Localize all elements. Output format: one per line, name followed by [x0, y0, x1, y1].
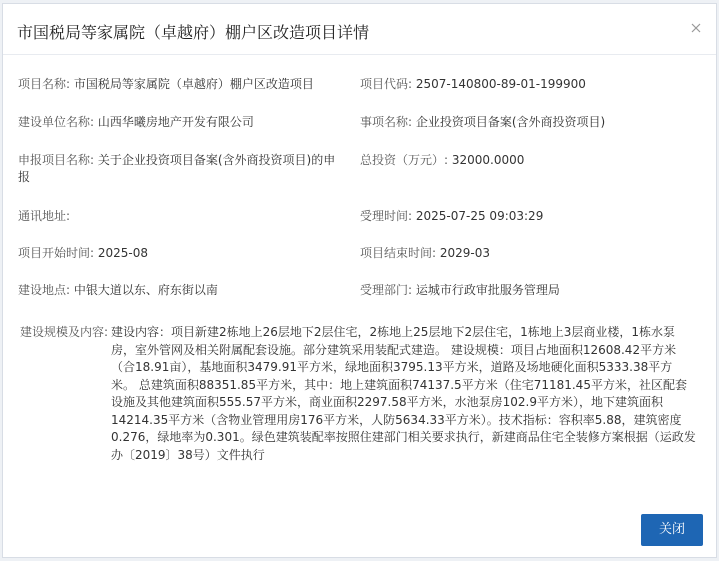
title-divider — [3, 54, 716, 55]
close-button[interactable]: 关闭 — [641, 514, 703, 546]
field-accept-time — [360, 208, 543, 225]
field-apply-item — [18, 152, 338, 186]
field-label: 项目名称: — [18, 77, 71, 91]
field-label: 建设规模及内容: — [20, 325, 109, 339]
field-value: 建设内容：项目新建2栋地上26层地下2层住宅，2栋地上25层地下2层住宅，1栋地上3层商业楼，1栋水泵房，室外管网及相关附属配套设施。部分建筑采用装配式建造。 建设规模：项目占地面积12608.42平方米（合18.91亩），基地面积3479.91平方米，绿地面积3795.13平方米，道路及场地硬化面积5333.38平方米。 总建筑面积88351.85平方米，其中：地上建筑面积74137.5平方米（住宅71181.45平方米，社区配套设施及其他建筑面积555.57平方米，商业面积2297.58平方米，水池泵房102.9平方米），地下建筑面积14214.35平方米（含物业管理用房176平方米，人防5634.33平方米）。技术指标：容积率5.88，建筑密度0.276，绿地率为0.301。绿色建筑装配率按照住建部门相关要求执行，新建商品住宅全装修方案根据（运政发办〔2019〕38号）文件执行 — [111, 325, 696, 462]
field-value: 关于企业投资项目备案(含外商投资项目)的申报 — [18, 153, 336, 184]
field-value: 运城市行政审批服务管理局 — [415, 283, 560, 297]
field-item-name — [360, 114, 605, 131]
field-accept-dept — [360, 282, 560, 299]
field-value: 中银大道以东、府东街以南 — [73, 283, 218, 297]
field-label: 建设地点: — [18, 283, 71, 297]
field-builder — [18, 114, 254, 131]
field-end-time — [360, 245, 490, 262]
field-start-time — [18, 245, 148, 262]
field-project-code — [360, 76, 586, 93]
field-label: 申报项目名称: — [18, 153, 95, 167]
field-project-name — [18, 76, 314, 93]
field-label: 事项名称: — [360, 115, 413, 129]
field-label: 通讯地址: — [18, 209, 71, 223]
project-detail-dialog — [2, 3, 717, 558]
field-label: 建设单位名称: — [18, 115, 95, 129]
close-icon[interactable] — [690, 22, 702, 34]
field-value: 2507-140800-89-01-199900 — [415, 77, 586, 91]
field-label: 项目开始时间: — [18, 246, 95, 260]
field-value: 2029-03 — [439, 246, 491, 260]
field-label: 项目代码: — [360, 77, 413, 91]
field-value: 2025-08 — [97, 246, 149, 260]
field-label: 受理部门: — [360, 283, 413, 297]
field-value: 32000.0000 — [451, 153, 525, 167]
field-label: 总投资（万元）: — [360, 153, 449, 167]
field-address — [18, 208, 70, 225]
field-location — [18, 282, 218, 299]
field-value: 2025-07-25 09:03:29 — [415, 209, 544, 223]
field-value: 市国税局等家属院（卓越府）棚户区改造项目 — [73, 77, 314, 91]
dialog-title: 市国税局等家属院（卓越府）棚户区改造项目详情 — [17, 23, 370, 42]
field-scope — [20, 324, 696, 464]
field-value: 山西华曦房地产开发有限公司 — [97, 115, 254, 129]
field-label: 受理时间: — [360, 209, 413, 223]
field-label: 项目结束时间: — [360, 246, 437, 260]
field-value: 企业投资项目备案(含外商投资项目) — [415, 115, 606, 129]
field-total-invest — [360, 152, 524, 169]
